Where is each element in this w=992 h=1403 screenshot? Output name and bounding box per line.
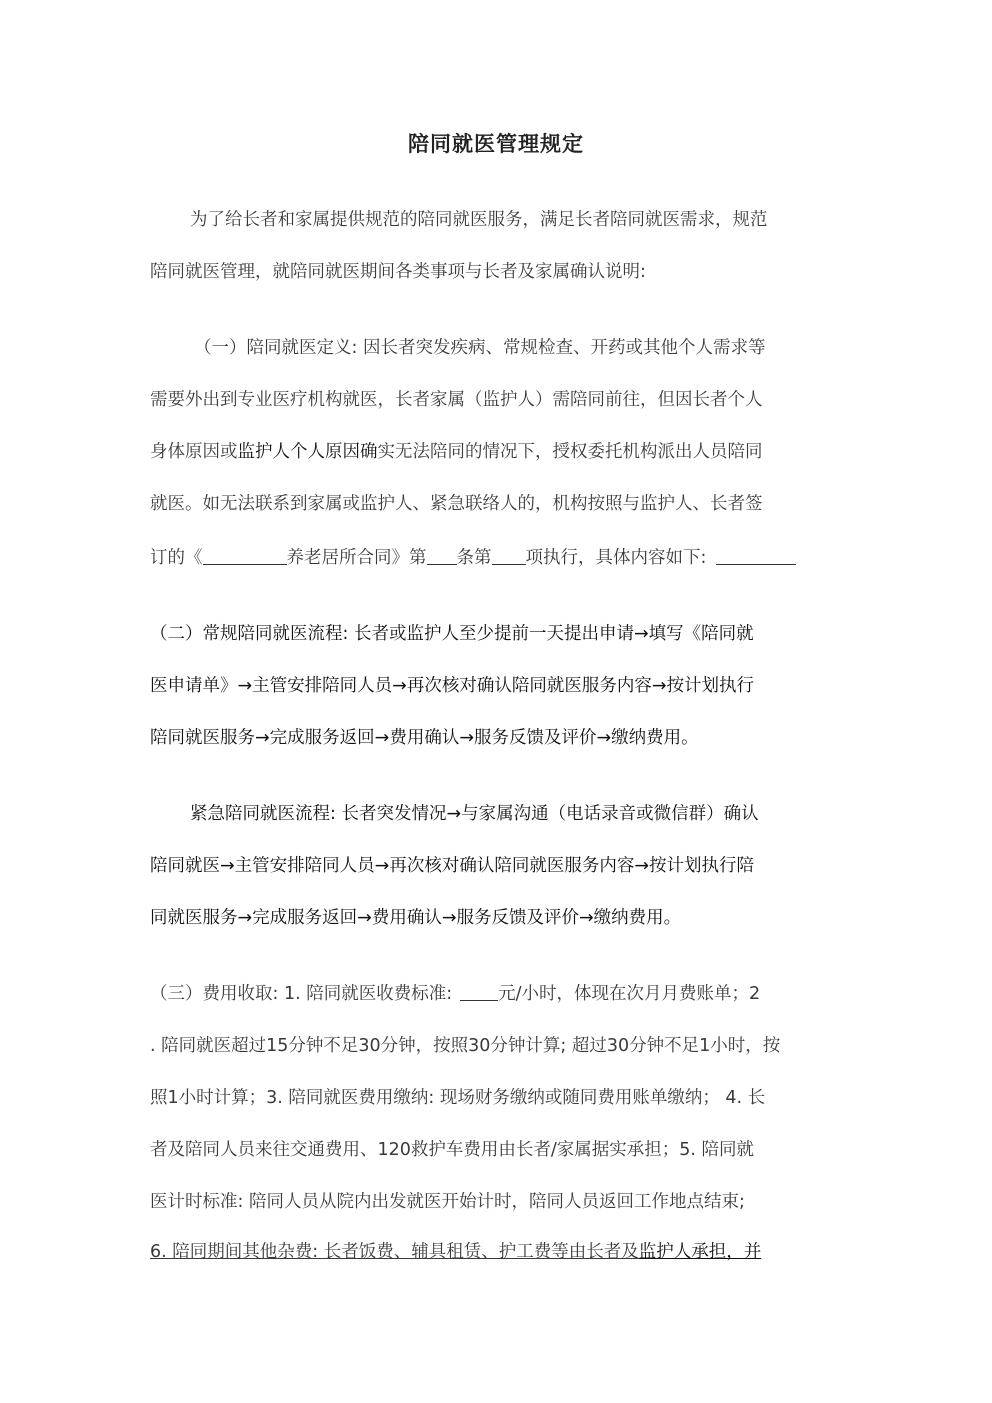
fee-blank [460,982,498,1001]
item-blank [492,546,526,565]
sec2-line-3: 陪同就医服务→完成服务返回→费用确认→服务反馈及评价→缴纳费用。 [150,728,699,748]
intro-line-1: 为了给长者和家属提供规范的陪同就医服务，满足长者陪同就医需求，规范 [190,210,768,230]
sec1-line-5 [150,546,842,570]
sec1-line-3-a: 身体原因或 [150,442,238,462]
sec1-line-3-highlight: 监护人个人原因确 [237,442,378,462]
sec3-line-6 [150,1240,842,1264]
content-blank [716,546,796,565]
intro-line-2: 陪同就医管理，就陪同就医期间各类事项与长者及家属确认说明: [150,262,646,282]
emergency-line-3: 同就医服务→完成服务返回→费用确认→服务反馈及评价→缴纳费用。 [150,908,682,928]
emergency-line-1: 紧急陪同就医流程: 长者突发情况→与家属沟通（电话录音或微信群）确认 [190,804,759,824]
sec3-line-2: . 陪同就医超过15分钟不足30分钟，按照30分钟计算; 超过30分钟不足1小时，按 [150,1036,781,1056]
sec3-line-1 [150,982,842,1006]
emergency-line-2: 陪同就医→主管安排陪同人员→再次核对确认陪同就医服务内容→按计划执行陪 [150,856,754,876]
sec1-line-1: （一）陪同就医定义: 因长者突发疾病、常规检查、开药或其他个人需求等 [194,338,766,358]
sec1-line-3 [150,440,842,464]
sec1-line-2: 需要外出到专业医疗机构就医，长者家属（监护人）需陪同前往，但因长者个人 [150,390,763,410]
sec2-line-1: （二）常规陪同就医流程: 长者或监护人至少提前一天提出申请→填写《陪同就 [150,624,754,644]
sec3-line-3: 照1小时计算；3. 陪同就医费用缴纳: 现场财务缴纳或随同费用账单缴纳； 4. 长 [150,1088,766,1108]
sec1-line-3-c: 实无法陪同的情况下，授权委托机构派出人员陪同 [377,442,763,462]
sec3-line-6-b: 监护人承担，并 [638,1242,762,1262]
sec3-line-5: 医计时标准: 陪同人员从院内出发就医开始计时，陪同人员返回工作地点结束; [150,1192,745,1212]
contract-name-blank [203,546,287,565]
sec3-line-1-a: （三）费用收取: 1. 陪同就医收费标准: [150,984,453,1004]
sec1-line-5-b: 养老居所合同》第 [286,548,427,568]
sec2-line-2: 医申请单》→主管安排陪同人员→再次核对确认陪同就医服务内容→按计划执行 [150,676,754,696]
article-blank [427,546,457,565]
sec3-line-4: 者及陪同人员来往交通费用、120救护车费用由长者/家属据实承担；5. 陪同就 [150,1140,755,1160]
sec1-line-5-c: 条第 [456,548,492,568]
sec1-line-4: 就医。如无法联系到家属或监护人、紧急联络人的，机构按照与监护人、长者签 [150,494,763,514]
sec1-line-5-a: 订的《 [150,548,203,568]
sec3-line-1-b: 元/小时，体现在次月月费账单；2 [498,984,761,1004]
sec1-line-5-d: 项执行，具体内容如下: [525,548,707,568]
sec3-line-6-a: 6. 陪同期间其他杂费: 长者饭费、辅具租赁、护工费等由长者及 [150,1242,639,1262]
document-title: 陪同就医管理规定 [408,132,584,156]
